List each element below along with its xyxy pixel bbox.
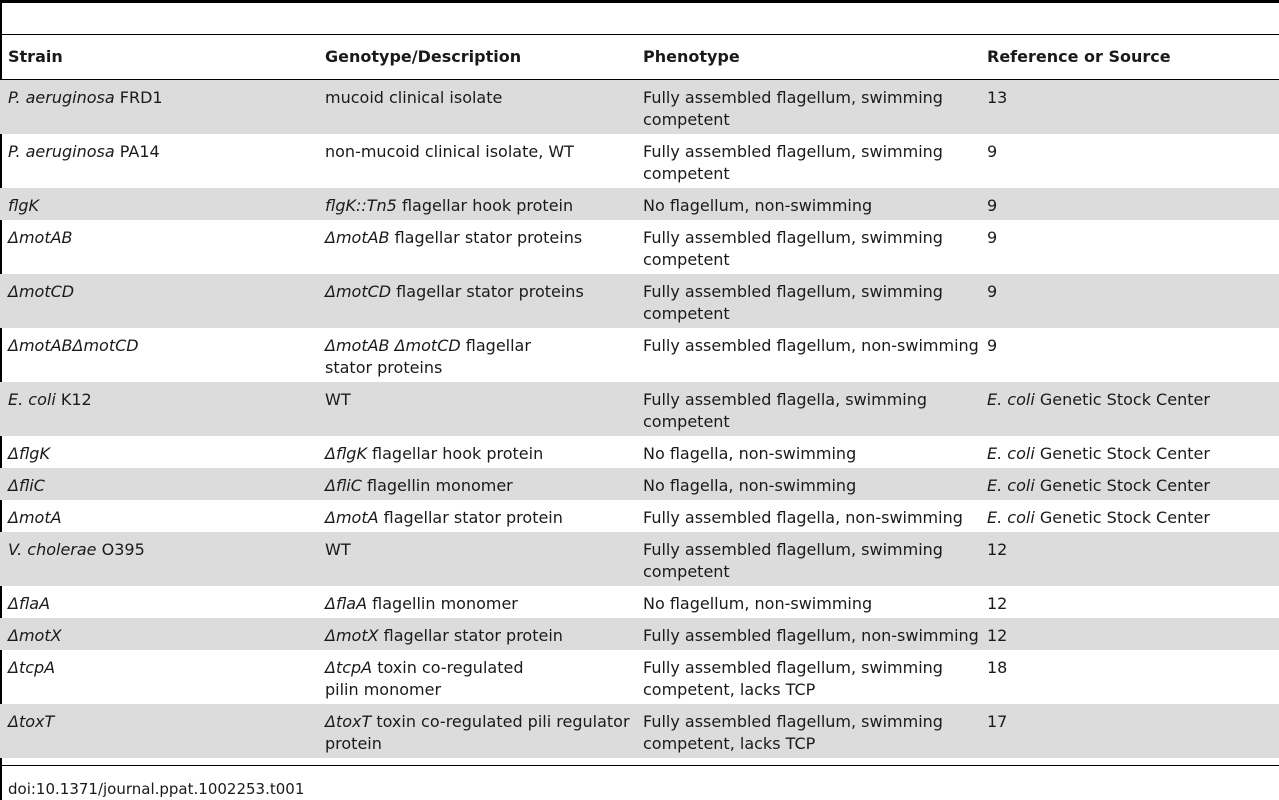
column-header-genotype: Genotype/Description <box>325 47 522 66</box>
cell-strain <box>8 625 308 647</box>
table-row <box>0 436 1279 468</box>
plain-text: Fully assembled flagellum, swimming <box>643 712 943 731</box>
plain-text: K12 <box>55 390 92 409</box>
cell-line <box>325 711 635 733</box>
plain-text: No flagellum, non-swimming <box>643 196 873 215</box>
plain-text: PA14 <box>114 142 160 161</box>
cell-line <box>325 593 635 615</box>
italic-text: ΔmotA <box>8 508 62 527</box>
cell-line <box>987 657 1277 679</box>
cell-phenotype <box>643 539 978 583</box>
plain-text: competent <box>643 110 730 129</box>
italic-text: ΔflaA <box>8 594 51 613</box>
plain-text: Fully assembled flagellum, swimming <box>643 658 943 677</box>
cell-strain <box>8 475 308 497</box>
table-row <box>0 188 1279 220</box>
cell-line <box>643 679 978 701</box>
plain-text: flagellin monomer <box>367 594 518 613</box>
plain-text: 12 <box>987 594 1008 613</box>
cell-line <box>643 657 978 679</box>
cell-line <box>643 227 978 249</box>
cell-line <box>325 87 635 109</box>
plain-text: 12 <box>987 540 1008 559</box>
cell-line <box>987 711 1277 733</box>
italic-text: P. aeruginosa <box>8 88 115 107</box>
italic-text: ΔfliC <box>8 476 45 495</box>
cell-genotype <box>325 625 635 647</box>
cell-strain <box>8 87 308 109</box>
plain-text: competent, lacks TCP <box>643 734 816 753</box>
cell-line <box>8 281 308 303</box>
italic-text: ΔmotX <box>8 626 62 645</box>
cell-line <box>325 443 635 465</box>
plain-text: flagellar hook protein <box>366 444 544 463</box>
plain-text: Fully assembled flagellum, swimming <box>643 142 943 161</box>
cell-line <box>643 561 978 583</box>
cell-line <box>987 227 1277 249</box>
italic-text: ΔmotABΔmotCD <box>8 336 139 355</box>
cell-line <box>325 141 635 163</box>
italic-text: ΔmotX <box>325 626 379 645</box>
cell-reference <box>987 141 1277 163</box>
cell-line <box>643 141 978 163</box>
cell-phenotype <box>643 507 978 529</box>
cell-reference <box>987 389 1277 411</box>
plain-text: competent <box>643 562 730 581</box>
table-row <box>0 328 1279 382</box>
cell-line <box>643 389 978 411</box>
plain-text: 13 <box>987 88 1008 107</box>
cell-line <box>643 711 978 733</box>
plain-text: Fully assembled flagellum, swimming <box>643 540 943 559</box>
italic-text: ΔtcpA <box>8 658 56 677</box>
plain-text: toxin co-regulated <box>372 658 524 677</box>
cell-line <box>8 625 308 647</box>
plain-text: 9 <box>987 282 998 301</box>
cell-line <box>987 475 1277 497</box>
cell-reference <box>987 87 1277 109</box>
cell-reference <box>987 443 1277 465</box>
cell-line <box>325 657 635 679</box>
plain-text: 12 <box>987 626 1008 645</box>
table-row <box>0 650 1279 704</box>
cell-genotype <box>325 227 635 249</box>
plain-text: competent <box>643 412 730 431</box>
cell-reference <box>987 593 1277 615</box>
cell-genotype <box>325 335 635 379</box>
table-row <box>0 382 1279 436</box>
table-row <box>0 80 1279 134</box>
plain-text: non-mucoid clinical isolate, WT <box>325 142 574 161</box>
table-row <box>0 618 1279 650</box>
plain-text: No flagellum, non-swimming <box>643 594 873 613</box>
cell-genotype <box>325 389 635 411</box>
italic-text: P. aeruginosa <box>8 142 115 161</box>
plain-text: mucoid clinical isolate <box>325 88 503 107</box>
italic-text: ΔflgK <box>325 444 367 463</box>
cell-line <box>987 141 1277 163</box>
table-bottom-rule <box>0 765 1279 766</box>
cell-phenotype <box>643 625 978 647</box>
cell-line <box>643 475 978 497</box>
cell-reference <box>987 195 1277 217</box>
cell-line <box>987 593 1277 615</box>
cell-genotype <box>325 443 635 465</box>
cell-genotype <box>325 475 635 497</box>
table-row <box>0 468 1279 500</box>
cell-line <box>8 507 308 529</box>
cell-line <box>643 593 978 615</box>
cell-line <box>325 625 635 647</box>
cell-strain <box>8 711 308 733</box>
cell-reference <box>987 625 1277 647</box>
cell-line <box>325 281 635 303</box>
cell-line <box>987 335 1277 357</box>
cell-line <box>643 303 978 325</box>
cell-phenotype <box>643 227 978 271</box>
cell-phenotype <box>643 87 978 131</box>
cell-line <box>987 539 1277 561</box>
cell-line <box>643 335 978 357</box>
cell-line <box>8 227 308 249</box>
doi-footnote: doi:10.1371/journal.ppat.1002253.t001 <box>8 780 305 798</box>
plain-text: protein <box>325 734 382 753</box>
cell-phenotype <box>643 593 978 615</box>
cell-line <box>325 335 635 357</box>
italic-text: E. coli <box>987 390 1035 409</box>
cell-line <box>325 357 635 379</box>
column-header-phenotype: Phenotype <box>643 47 740 66</box>
plain-text: No flagella, non-swimming <box>643 476 857 495</box>
plain-text: No flagella, non-swimming <box>643 444 857 463</box>
cell-genotype <box>325 593 635 615</box>
cell-phenotype <box>643 657 978 701</box>
italic-text: E. coli <box>987 444 1035 463</box>
table-row <box>0 220 1279 274</box>
cell-phenotype <box>643 711 978 755</box>
cell-line <box>8 195 308 217</box>
cell-line <box>8 593 308 615</box>
plain-text: Fully assembled flagellum, non-swimming <box>643 626 979 645</box>
plain-text: flagellar stator protein <box>378 626 563 645</box>
cell-line <box>8 141 308 163</box>
cell-line <box>643 163 978 185</box>
italic-text: E. coli <box>8 390 56 409</box>
cell-line <box>8 657 308 679</box>
cell-genotype <box>325 87 635 109</box>
plain-text: Genetic Stock Center <box>1034 390 1210 409</box>
table-row <box>0 134 1279 188</box>
cell-reference <box>987 281 1277 303</box>
cell-line <box>987 281 1277 303</box>
cell-line <box>325 389 635 411</box>
italic-text: ΔtoxT <box>8 712 55 731</box>
italic-text: E. coli <box>987 508 1035 527</box>
cell-reference <box>987 507 1277 529</box>
plain-text: Fully assembled flagella, non-swimming <box>643 508 963 527</box>
italic-text: ΔfliC <box>325 476 362 495</box>
cell-reference <box>987 335 1277 357</box>
cell-reference <box>987 539 1277 561</box>
italic-text: ΔmotAB <box>8 228 73 247</box>
italic-text: flgK::Tn5 <box>325 196 397 215</box>
cell-line <box>987 625 1277 647</box>
italic-text: ΔmotAB <box>325 228 390 247</box>
plain-text: flagellin monomer <box>361 476 513 495</box>
italic-text: ΔmotA <box>325 508 379 527</box>
table-header <box>0 35 1279 79</box>
cell-line <box>987 389 1277 411</box>
cell-line <box>643 281 978 303</box>
cell-line <box>987 195 1277 217</box>
plain-text: flagellar <box>460 336 531 355</box>
italic-text: ΔflaA <box>325 594 368 613</box>
plain-text: Fully assembled flagellum, swimming <box>643 282 943 301</box>
plain-text: 17 <box>987 712 1008 731</box>
cell-line <box>8 711 308 733</box>
cell-strain <box>8 141 308 163</box>
plain-text: 9 <box>987 142 998 161</box>
plain-text: Genetic Stock Center <box>1034 508 1210 527</box>
cell-line <box>643 411 978 433</box>
cell-reference <box>987 657 1277 679</box>
plain-text: O395 <box>96 540 145 559</box>
cell-genotype <box>325 141 635 163</box>
cell-phenotype <box>643 389 978 433</box>
cell-reference <box>987 475 1277 497</box>
cell-strain <box>8 443 308 465</box>
cell-line <box>643 507 978 529</box>
plain-text: Fully assembled flagellum, swimming <box>643 228 943 247</box>
cell-phenotype <box>643 443 978 465</box>
top-border <box>0 0 1279 3</box>
cell-genotype <box>325 195 635 217</box>
column-header-reference: Reference or Source <box>987 47 1171 66</box>
plain-text: 9 <box>987 196 998 215</box>
cell-line <box>643 195 978 217</box>
cell-genotype <box>325 539 635 561</box>
cell-genotype <box>325 281 635 303</box>
plain-text: competent <box>643 164 730 183</box>
plain-text: WT <box>325 540 351 559</box>
cell-line <box>8 87 308 109</box>
plain-text: flagellar hook protein <box>396 196 574 215</box>
cell-line <box>643 733 978 755</box>
cell-line <box>643 443 978 465</box>
italic-text: E. coli <box>987 476 1035 495</box>
cell-line <box>643 249 978 271</box>
cell-phenotype <box>643 281 978 325</box>
italic-text: ΔmotCD <box>325 282 392 301</box>
plain-text: stator proteins <box>325 358 443 377</box>
cell-strain <box>8 593 308 615</box>
plain-text: Fully assembled flagella, swimming <box>643 390 928 409</box>
cell-strain <box>8 281 308 303</box>
cell-strain <box>8 195 308 217</box>
cell-line <box>8 335 308 357</box>
plain-text: competent <box>643 250 730 269</box>
plain-text: competent <box>643 304 730 323</box>
table-row <box>0 704 1279 758</box>
cell-line <box>8 539 308 561</box>
plain-text: 9 <box>987 336 998 355</box>
cell-line <box>643 625 978 647</box>
cell-phenotype <box>643 195 978 217</box>
plain-text: Fully assembled flagellum, non-swimming <box>643 336 979 355</box>
cell-phenotype <box>643 475 978 497</box>
cell-reference <box>987 711 1277 733</box>
table-row <box>0 586 1279 618</box>
cell-strain <box>8 539 308 561</box>
cell-line <box>325 539 635 561</box>
italic-text: V. cholerae <box>8 540 97 559</box>
cell-strain <box>8 227 308 249</box>
cell-genotype <box>325 507 635 529</box>
cell-strain <box>8 335 308 357</box>
plain-text: Genetic Stock Center <box>1034 476 1210 495</box>
cell-phenotype <box>643 141 978 185</box>
cell-genotype <box>325 711 635 755</box>
cell-strain <box>8 657 308 679</box>
cell-line <box>325 195 635 217</box>
cell-reference <box>987 227 1277 249</box>
italic-text: ΔflgK <box>8 444 50 463</box>
cell-line <box>325 507 635 529</box>
cell-line <box>325 733 635 755</box>
plain-text: flagellar stator proteins <box>389 228 583 247</box>
plain-text: pilin monomer <box>325 680 442 699</box>
cell-line <box>325 679 635 701</box>
cell-line <box>325 475 635 497</box>
plain-text: Fully assembled flagellum, swimming <box>643 88 943 107</box>
column-header-strain: Strain <box>8 47 63 66</box>
cell-line <box>8 443 308 465</box>
plain-text: FRD1 <box>114 88 163 107</box>
table-row <box>0 532 1279 586</box>
cell-line <box>643 109 978 131</box>
cell-strain <box>8 389 308 411</box>
cell-line <box>987 87 1277 109</box>
plain-text: WT <box>325 390 351 409</box>
table-row <box>0 500 1279 532</box>
cell-line <box>8 475 308 497</box>
table-row <box>0 274 1279 328</box>
cell-line <box>643 87 978 109</box>
cell-phenotype <box>643 335 978 357</box>
cell-genotype <box>325 657 635 701</box>
plain-text: 9 <box>987 228 998 247</box>
plain-text: competent, lacks TCP <box>643 680 816 699</box>
italic-text: flgK <box>8 196 39 215</box>
cell-line <box>8 389 308 411</box>
cell-strain <box>8 507 308 529</box>
plain-text: toxin co-regulated pili regulator <box>371 712 630 731</box>
cell-line <box>987 443 1277 465</box>
italic-text: ΔmotAB ΔmotCD <box>325 336 461 355</box>
cell-line <box>325 227 635 249</box>
cell-line <box>643 539 978 561</box>
italic-text: ΔmotCD <box>8 282 75 301</box>
italic-text: ΔtoxT <box>325 712 372 731</box>
plain-text: 18 <box>987 658 1008 677</box>
italic-text: ΔtcpA <box>325 658 373 677</box>
plain-text: flagellar stator proteins <box>391 282 584 301</box>
plain-text: Genetic Stock Center <box>1034 444 1210 463</box>
plain-text: flagellar stator protein <box>378 508 563 527</box>
cell-line <box>987 507 1277 529</box>
